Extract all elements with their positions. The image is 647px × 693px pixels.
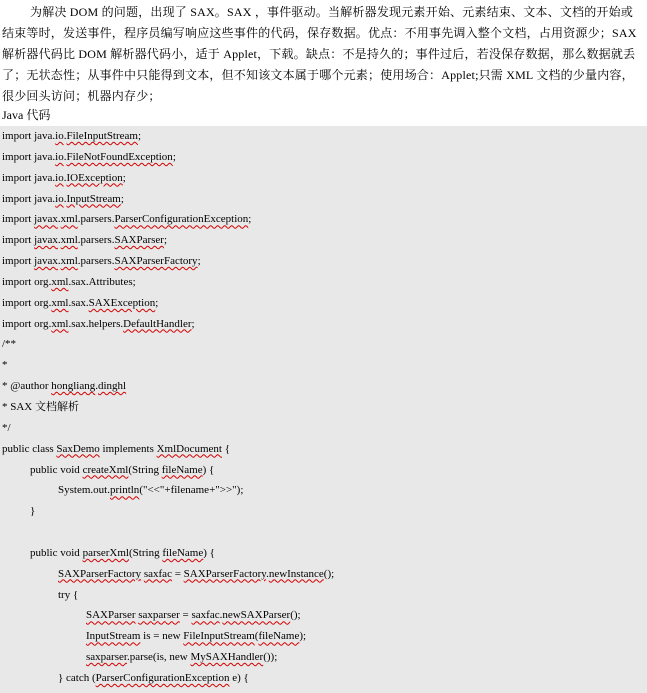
code-line: public class SaxDemo implements XmlDocument { — [2, 442, 231, 455]
code-line: InputStream is = new FileInputStream(fileName); — [86, 630, 307, 643]
code-line: import java.io.FileInputStream; — [2, 130, 142, 142]
code-line: saxparser.parse(is, new MySAXHandler()); — [86, 651, 278, 664]
code-line: */ — [2, 421, 11, 434]
code-line: System.out.println("<<"+filename+">>"); — [58, 484, 244, 497]
code-line: import org.xml.sax.helpers.DefaultHandler; — [2, 317, 195, 330]
code-line: * @author hongliang.dinghl — [2, 380, 127, 393]
code-line: * — [2, 359, 8, 372]
code-line: import java.io.InputStream; — [2, 192, 124, 205]
intro-paragraph: 为解决 DOM 的问题，出现了 SAX。SAX ，事件驱动。当解析器发现元素开始、元素结束、文本、文档的开始或结束等时，发送事件，程序员编写响应这些事件的代码，保存数据。优点：不用事先调入整个文档，占用资源少；SAX 解析器代码比 DOM 解析器代码小，适于 Applet，下载。缺点：不是持久的；事件过后，若没保存数据，那么数据就丢了；无状态性；从事件中只能得到文本，但不知该文本属于哪个元素；使用场合：Applet;只需 XML 文档的少量内容，很少回头访问；机器内存少； — [2, 5, 637, 103]
code-line: } catch (ParserConfigurationException e) { — [58, 671, 249, 684]
code-line — [0, 522, 647, 543]
code-line: import org.xml.sax.SAXException; — [2, 296, 159, 309]
code-line: import javax.xml.parsers.ParserConfigurationException; — [2, 213, 252, 226]
code-line: } — [30, 505, 36, 518]
code-line: import java.io.IOException; — [2, 171, 126, 184]
code-line: import javax.xml.parsers.SAXParser; — [2, 234, 168, 247]
code-language-label: Java 代码 — [2, 108, 51, 122]
code-line: import java.io.FileNotFoundException; — [2, 150, 176, 163]
code-line: /** — [2, 338, 17, 351]
code-block — [0, 126, 647, 693]
code-line: public void createXml(String fileName) { — [30, 463, 215, 476]
code-line: * SAX 文档解析 — [2, 400, 80, 413]
code-line: SAXParser saxparser = saxfac.newSAXParser(); — [86, 609, 301, 622]
code-line: SAXParserFactory saxfac = SAXParserFactory.newInstance(); — [58, 567, 335, 580]
code-line: import org.xml.sax.Attributes; — [2, 275, 136, 288]
code-line: try { — [58, 588, 79, 601]
code-line: public void parserXml(String fileName) { — [30, 546, 215, 559]
code-line: import javax.xml.parsers.SAXParserFactory; — [2, 255, 201, 268]
